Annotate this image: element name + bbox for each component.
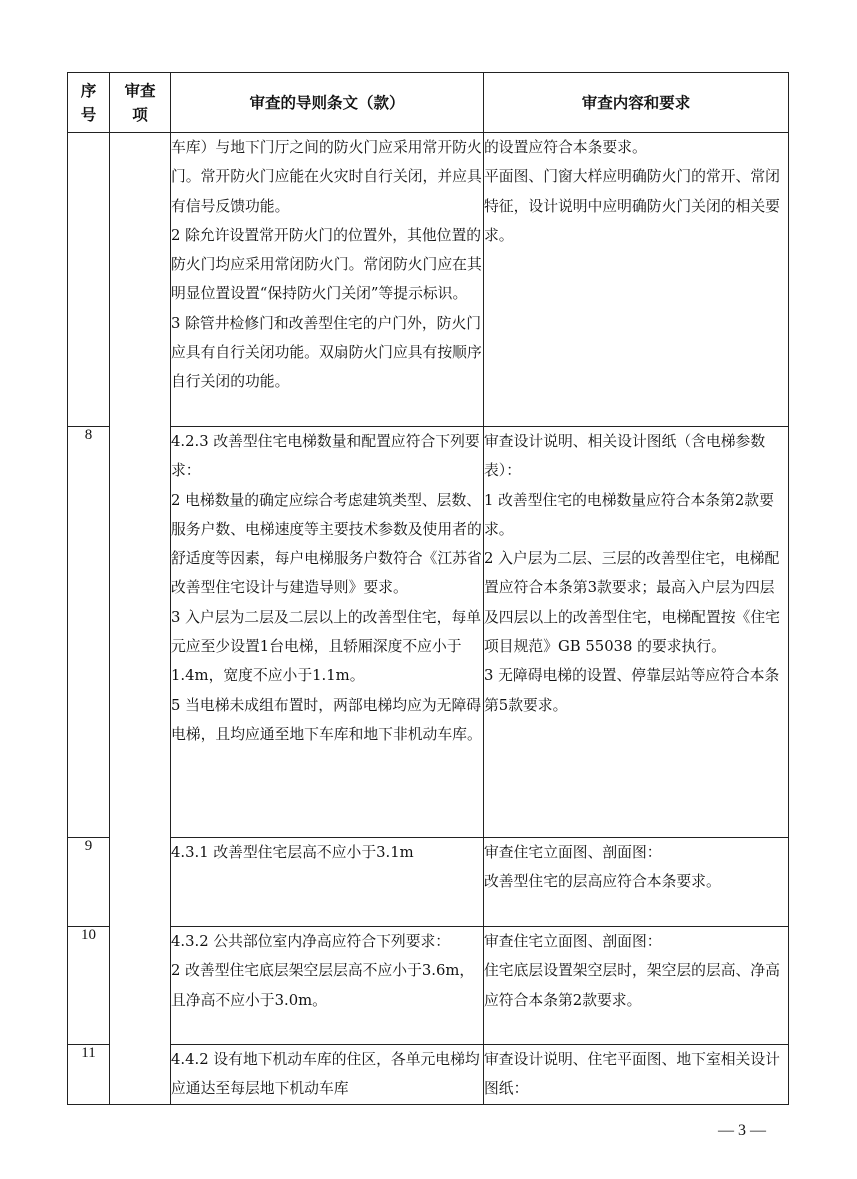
review-paragraph: 2 入户层为二层、三层的改善型住宅，电梯配置应符合本条第3款要求；最高入户层为四层及四层以上的改善型住宅，电梯配置按《住宅项目规范》GB 55038 的要求执行。 (484, 550, 780, 656)
review-paragraph: 审查住宅立面图、剖面图： (484, 933, 662, 950)
page-number: — 3 — (718, 1122, 766, 1139)
review-cell (484, 927, 789, 1045)
table-row (68, 133, 789, 427)
clause-cell (171, 1045, 484, 1105)
clause-paragraph: 2 除允许设置常开防火门的位置外，其他位置的防火门均应采用常闭防火门。常闭防火门应在其明显位置设置“保持防火门关闭”等提示标识。 (171, 226, 482, 303)
review-paragraph: 住宅底层设置架空层时，架空层的层高、净高应符合本条第2款要求。 (484, 962, 780, 1009)
row-number: 9 (68, 838, 110, 927)
clause-paragraph: 2 电梯数量的确定应综合考虑建筑类型、层数、服务户数、电梯速度等主要技术参数及使用者的舒适度等因素，每户电梯服务户数符合《江苏省改善型住宅设计与建造导则》要求。 (171, 491, 482, 597)
clause-paragraph: 5 当电梯未成组布置时，两部电梯均应为无障碍电梯，且均应通至地下车库和地下非机动车库。 (171, 696, 482, 743)
clause-paragraph: 4.2.3 改善型住宅电梯数量和配置应符合下列要求： (171, 433, 480, 480)
review-cell (484, 133, 789, 427)
table-row (68, 1045, 789, 1105)
review-paragraph: 的设置应符合本条要求。 (484, 139, 647, 156)
header-clause: 审查的导则条文（款） (171, 73, 484, 133)
review-cell (484, 1045, 789, 1105)
clause-paragraph: 车库）与地下门厅之间的防火门应采用常开防火门。常开防火门应能在火灾时自行关闭，并应具有信号反馈功能。 (171, 139, 482, 215)
clause-paragraph: 4.4.2 设有地下机动车库的住区，各单元电梯均应通达至每层地下机动车库 (171, 1051, 480, 1098)
table-row (68, 927, 789, 1045)
table-header-row (68, 73, 789, 133)
row-number (68, 133, 110, 427)
row-number: 10 (68, 927, 110, 1045)
table-row (68, 427, 789, 838)
review-cell (484, 838, 789, 927)
row-number: 11 (68, 1045, 110, 1105)
review-cell (484, 427, 789, 838)
review-paragraph: 1 改善型住宅的电梯数量应符合本条第2款要求。 (484, 491, 774, 538)
review-paragraph: 审查住宅立面图、剖面图： (484, 844, 662, 861)
clause-paragraph: 2 改善型住宅底层架空层层高不应小于3.6m，且净高不应小于3.0m。 (171, 962, 475, 1009)
review-paragraph: 3 无障碍电梯的设置、停靠层站等应符合本条第5款要求。 (484, 667, 780, 714)
review-paragraph: 改善型住宅的层高应符合本条要求。 (484, 873, 721, 891)
clause-paragraph: 4.3.2 公共部位室内净高应符合下列要求： (171, 933, 451, 950)
review-paragraph: 审查设计说明、住宅平面图、地下室相关设计图纸： (484, 1051, 780, 1098)
row-number: 8 (68, 427, 110, 838)
clause-cell (171, 927, 484, 1045)
review-table (67, 72, 789, 1105)
review-item-cell (110, 133, 171, 1105)
clause-cell (171, 427, 484, 838)
clause-paragraph: 3 除管井检修门和改善型住宅的户门外，防火门应具有自行关闭功能。双扇防火门应具有按顺序自行关闭的功能。 (171, 314, 482, 391)
header-item: 审查 项 (110, 73, 171, 133)
clause-cell (171, 133, 484, 427)
review-paragraph: 审查设计说明、相关设计图纸（含电梯参数表）： (484, 433, 766, 480)
header-no: 序 号 (68, 73, 110, 133)
clause-paragraph: 3 入户层为二层及二层以上的改善型住宅，每单元应至少设置1台电梯，且轿厢深度不应小于1.4m，宽度不应小于1.1m。 (171, 608, 482, 685)
header-review: 审查内容和要求 (484, 73, 789, 133)
clause-paragraph: 4.3.1 改善型住宅层高不应小于3.1m (171, 844, 414, 861)
clause-cell (171, 838, 484, 927)
review-paragraph: 平面图、门窗大样应明确防火门的常开、常闭特征，设计说明中应明确防火门关闭的相关要求。 (484, 168, 780, 244)
table-row (68, 838, 789, 927)
